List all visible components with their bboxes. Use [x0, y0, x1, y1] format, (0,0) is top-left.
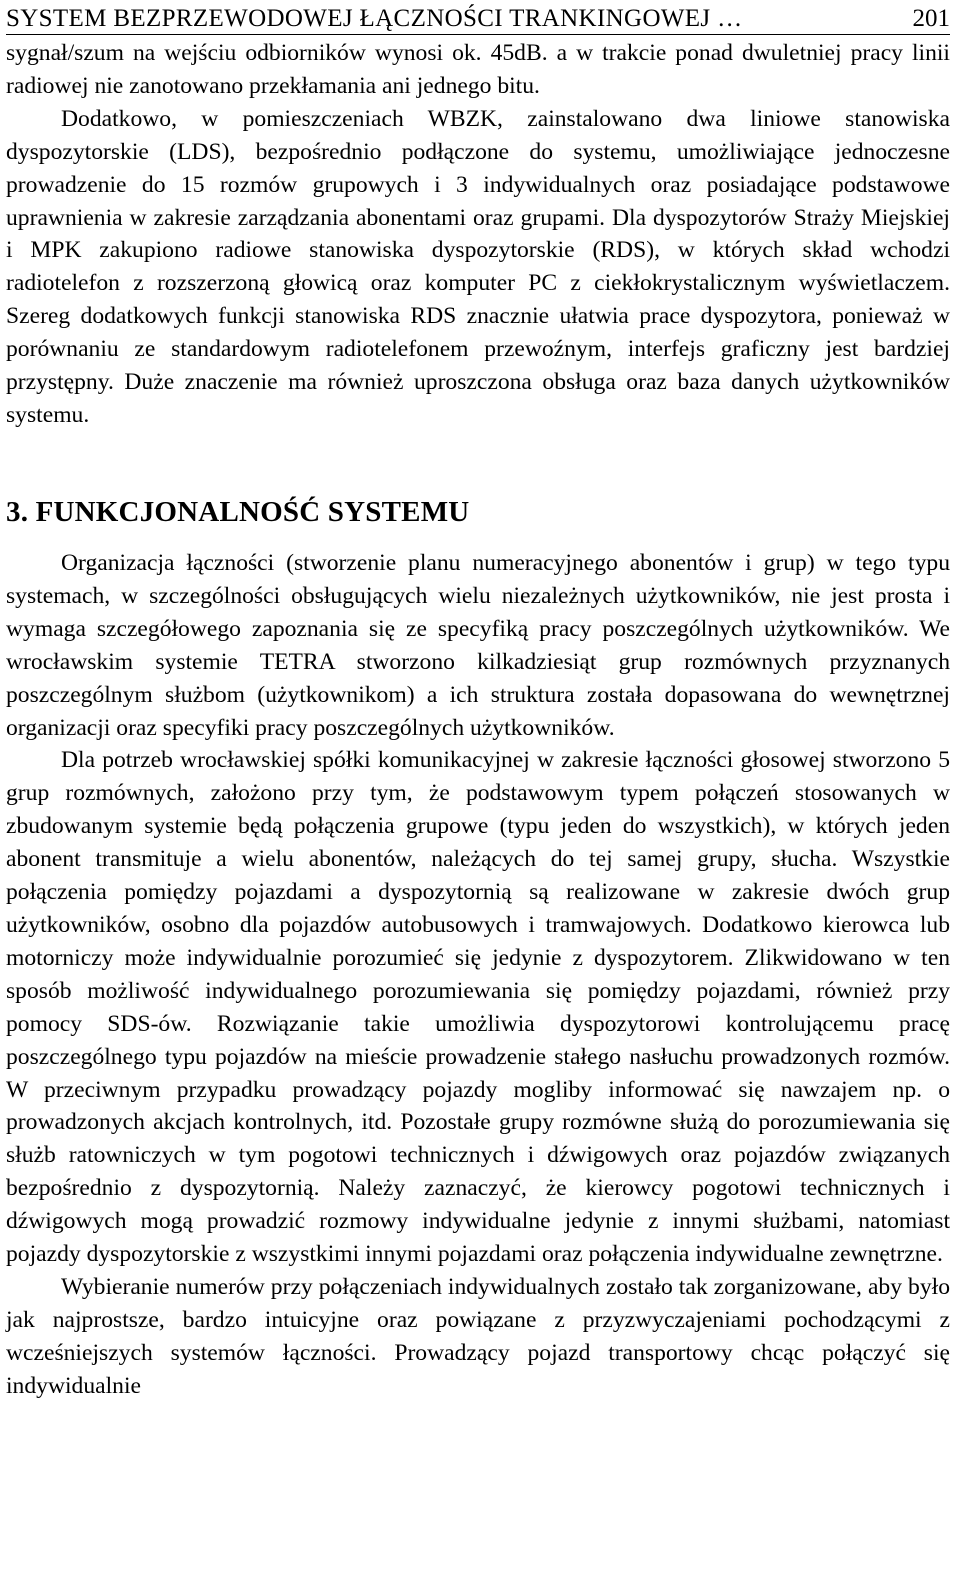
paragraph-number-dialing: Wybieranie numerów przy połączeniach indywidualnych zostało tak zorganizowane, aby było jak najprostsze, bardzo intuicyjne oraz powiązane z przyzwyczajeniami pochodzącymi z wcześniejszych systemów łączności. Prowadzący pojazd transportowy chcąc połączyć się indywidualnie: [6, 1273, 950, 1399]
header-title: SYSTEM BEZPRZEWODOWEJ ŁĄCZNOŚCI TRANKINGOWEJ …: [6, 5, 743, 32]
paragraph-dispatch-stations: Dodatkowo, w pomieszczeniach WBZK, zainstalowano dwa liniowe stanowiska dyspozytorskie (LDS), bezpośrednio podłączone do systemu, umożliwiające jednoczesne prowadzenie do 15 rozmów grupowych i 3 indywidualnych oraz posiadające podstawowe uprawnienia w zakresie zarządzania abonentami oraz grupami. Dla dyspozytorów Straży Miejskiej i MPK zakupiono radiowe stanowiska dyspozytorskie (RDS), w których skład wchodzi radiotelefon z rozszerzoną głowicą oraz komputer PC z ciekłokrystalicznym wyświetlaczem. Szereg dodatkowych funkcji stanowiska RDS znacznie ułatwia prace dyspozytora, ponieważ w porównaniu ze standardowym radiotelefonem przewoźnym, interfejs graficzny jest bardziej przystępny. Duże znaczenie ma również uproszczona obsługa oraz baza danych użytkowników systemu.: [6, 105, 950, 428]
document-page: [6, 0, 950, 1399]
running-header: [6, 0, 950, 35]
paragraph-talk-groups: Dla potrzeb wrocławskiej spółki komunikacyjnej w zakresie łączności głosowej stworzono 5 grup rozmównych, założono przy tym, że podstawowym typem połączeń stosowanych w zbudowanym systemie będą połączenia grupowe (typu jeden do wszystkich), w których jeden abonent transmituje a wielu abonentów, należących do tej samej grupy, słucha. Wszystkie połączenia pomiędzy pojazdami a dyspozytornią są realizowane w zakresie dwóch grup użytkowników, osobno dla pojazdów autobusowych i tramwajowych. Dodatkowo kierowca lub motorniczy może indywidualnie porozumieć się jedynie z dyspozytorem. Zlikwidowano w ten sposób możliwość indywidualnego porozumiewania się pomiędzy pojazdami, również przy pomocy SDS-ów. Rozwiązanie takie umożliwia dyspozytorowi kontrolującemu pracę poszczególnego typu pojazdów na mieście prowadzenie stałego nasłuchu prowadzonych rozmów. W przeciwnym przypadku prowadzący pojazdy mogliby informować się nawzajem np. o prowadzonych akcjach kontrolnych, itd. Pozostałe grupy rozmówne służą do porozumiewania się służb ratowniczych w tym pogotowi technicznych i dźwigowych oraz pojazdów związanych bezpośrednio z dyspozytornią. Należy zaznaczyć, że kierowcy pogotowi technicznych i dźwigowych mogą prowadzić rozmowy indywidualne jedynie z innymi służbami, natomiast pojazdy dyspozytorskie z wszystkimi innymi pojazdami oraz połączenia indywidualne zewnętrzne.: [6, 747, 950, 1268]
page-number: 201: [912, 5, 950, 32]
body-text-top: [6, 36, 950, 432]
section-body: [6, 547, 950, 1403]
paragraph-organization: Organizacja łączności (stworzenie planu numeracyjnego abonentów i grup) w tego typu systemach, w szczególności obsługujących wielu niezależnych użytkowników, nie jest prosta i wymaga szczegółowego zapoznania się ze specyfiką pracy poszczególnych użytkowników. We wrocławskim systemie TETRA stworzono kilkadziesiąt grup rozmównych przyznanych poszczególnym służbom (użytkownikom) a ich struktura została dopasowana do wewnętrznej organizacji oraz specyfiki pracy poszczególnych użytkowników.: [6, 550, 950, 741]
paragraph-continuation: sygnał/szum na wejściu odbiorników wynosi ok. 45dB. a w trakcie ponad dwuletniej pracy linii radiowej nie zanotowano przekłamania ani jednego bitu.: [6, 40, 950, 99]
section-heading: 3. FUNKCJONALNOŚĆ SYSTEMU: [6, 496, 470, 528]
